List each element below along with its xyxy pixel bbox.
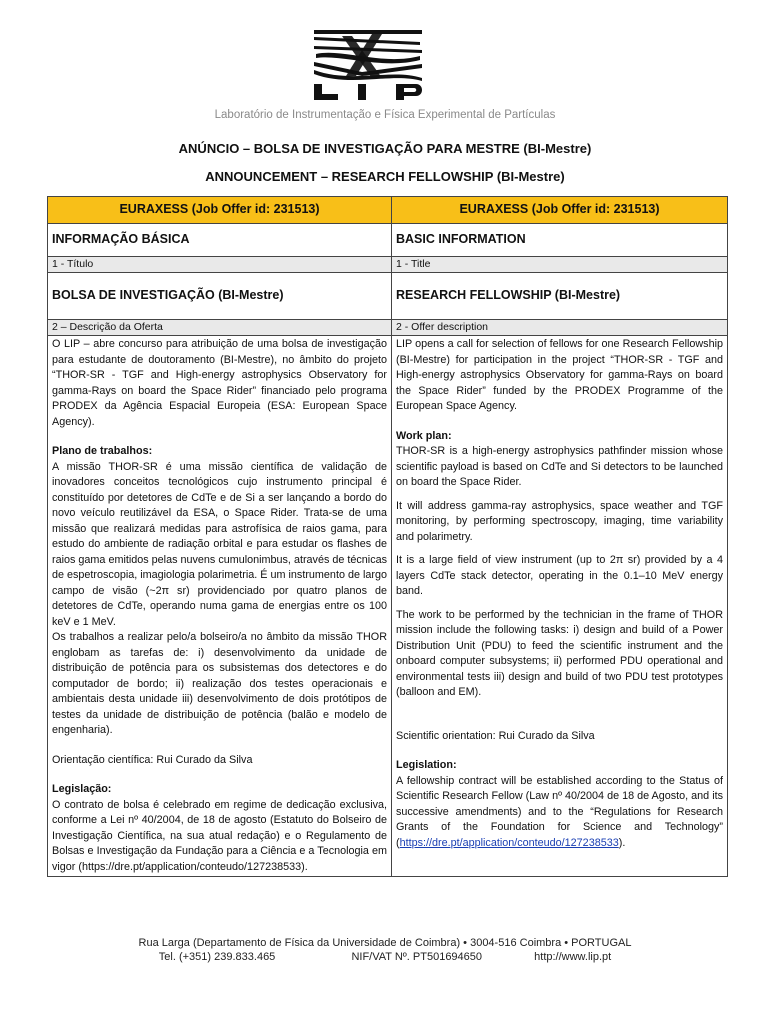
table-row xyxy=(48,273,728,320)
announcement-title-pt: ANÚNCIO – BOLSA DE INVESTIGAÇÃO PARA MESTRE (BI-Mestre) xyxy=(178,141,592,156)
table-row xyxy=(48,320,728,336)
table-row xyxy=(48,197,728,224)
legislation-heading-pt: Legislação: xyxy=(52,783,112,795)
legislation-text-en: A fellowship contract will be established according to the Status of Scientific Research Fellow (Law nº 40/2004 de 18 de Agosto, and its successive amendments) and to the “Regulations for Research Grants of the Foundation for Science and Technology” ( xyxy=(396,774,723,849)
plan-heading-pt: Plano de trabalhos: xyxy=(52,445,153,457)
table-row xyxy=(48,257,728,273)
lip-logo xyxy=(312,28,424,102)
legislation-pt: O contrato de bolsa é celebrado em regime de dedicação exclusiva, conforme a Lei nº 40/2004, de 18 de agosto (Estatuto do Bolseiro de Investigação Científica, na sua atual redação) e o Regulamento de Bolsas e Investigação da Fundação para a Ciência e a Tecnologia em vigor (https://dre.pt/application/conteudo/127238533). xyxy=(52,798,387,873)
legislation-heading-en: Legislation: xyxy=(396,759,457,771)
footer-phone: Tel. (+351) 239.833.465 xyxy=(158,951,276,963)
legislation-link[interactable]: https://dre.pt/application/conteudo/127238533 xyxy=(399,836,619,849)
orientation-pt: Orientação científica: Rui Curado da Silva xyxy=(52,753,253,766)
plan-tasks-en: The work to be performed by the technician in the frame of THOR mission include the following tasks: i) design and build of a Power Distribution Unit (PDU) to feed the scientific instrument and the onboard computer subsystems; ii) performed PDU operational and environmental tests iii) design and build of two PDU test prototypes (balloon and EM). xyxy=(396,608,723,698)
plan-paragraph-en: THOR-SR is a high-energy astrophysics pathfinder mission whose scientific payload is based on CdTe and Si detectors to be launched on board the Space Rider. xyxy=(396,445,723,488)
plan-paragraph-pt: A missão THOR-SR é uma missão científica de validação de inovadores conceitos tecnológicos cujo instrumento principal é constituído por detetores de CdTe e de Si a ser lançando a bordo do novo veículo reutilizável da ESA, o Space Rider. Trata-se de uma missão que realizará medidas para astrofísica de raios gama, para estudo do ambiente de radiação orbital e para estudar os flashes de raios gama emitidos pelas nuvens cumulonimbus, através de técnicas de espetroscopia, imagiologia polarimetria. É um instrumento de largo campo de visão (~2π sr) providenciado por quatro planos de detetores de CdTe, operando numa gama de energias entre os 100 keV e 1 MeV. xyxy=(52,460,387,628)
footer-contacts xyxy=(0,951,770,963)
euraxess-en: EURAXESS (Job Offer id: 231513) xyxy=(392,197,728,224)
announcement-title-en: ANNOUNCEMENT – RESEARCH FELLOWSHIP (BI-Mestre) xyxy=(205,169,565,184)
footer-address: Rua Larga (Departamento de Física da Universidade de Coimbra) • 3004-516 Coimbra • PORTUGAL xyxy=(138,937,632,949)
legislation-end-en: ). xyxy=(618,836,626,849)
orientation-en: Scientific orientation: Rui Curado da Silva xyxy=(396,729,595,742)
legislation-en xyxy=(396,774,723,852)
plan-heading-en: Work plan: xyxy=(396,429,452,442)
plan-tasks-pt: Os trabalhos a realizar pelo/a bolseiro/a no âmbito da missão THOR englobam as tarefas de: i) desenvolvimento da unidade de distribuição de potência para os subsistemas dos detectores e do computador de bordo; ii) realização dos testes operacionais e ambientais desta unidade iii) desenvolvimento de dois protótipos de testes da unidade de distribuição de potência (balão e modelo de engenharia). xyxy=(52,631,387,736)
description-pt xyxy=(48,336,392,877)
offer-table xyxy=(47,196,728,877)
table-row xyxy=(48,336,728,877)
basic-info-pt: INFORMAÇÃO BÁSICA xyxy=(48,224,392,257)
title-label-pt: 1 - Título xyxy=(48,257,392,273)
lab-name: Laboratório de Instrumentação e Física Experimental de Partículas xyxy=(214,109,556,121)
footer-website[interactable]: http://www.lip.pt xyxy=(534,951,612,963)
title-value-pt: BOLSA DE INVESTIGAÇÃO (BI-Mestre) xyxy=(48,273,392,320)
footer-vat: NIF/VAT Nº. PT501694650 xyxy=(351,951,483,963)
desc-label-pt: 2 – Descrição da Oferta xyxy=(48,320,392,336)
intro-en: LIP opens a call for selection of fellows for one Research Fellowship (BI-Mestre) for participation in the project “THOR-SR - TGF and High-energy astrophysics Observatory for gamma-Rays on board the Space Rider” funded by the PRODEX Programme of the European Space Agency. xyxy=(396,338,723,412)
basic-info-en: BASIC INFORMATION xyxy=(392,224,728,257)
title-label-en: 1 - Title xyxy=(392,257,728,273)
intro-pt: O LIP – abre concurso para atribuição de uma bolsa de investigação para estudante de doutoramento (BI-Mestre), no âmbito do projeto “THOR-SR - TGF and High-energy astrophysics Observatory for gamma-Rays on board the Space Rider” financiado pelo programa PRODEX da Agência Espacial Europeia (ESA: European Space Agency). xyxy=(52,338,387,428)
title-value-en: RESEARCH FELLOWSHIP (BI-Mestre) xyxy=(392,273,728,320)
plan-instrument-en: It is a large field of view instrument (up to 2π sr) provided by a 4 layers CdTe stack detector, operating in the 0.1–10 MeV energy band. xyxy=(396,554,723,597)
description-en xyxy=(392,336,728,877)
table-row xyxy=(48,224,728,257)
desc-label-en: 2 - Offer description xyxy=(392,320,728,336)
plan-address-en: It will address gamma-ray astrophysics, space weather and TGF monitoring, by performing spectroscopy, imaging, time variability and polarimetry. xyxy=(396,499,723,543)
euraxess-pt: EURAXESS (Job Offer id: 231513) xyxy=(48,197,392,224)
